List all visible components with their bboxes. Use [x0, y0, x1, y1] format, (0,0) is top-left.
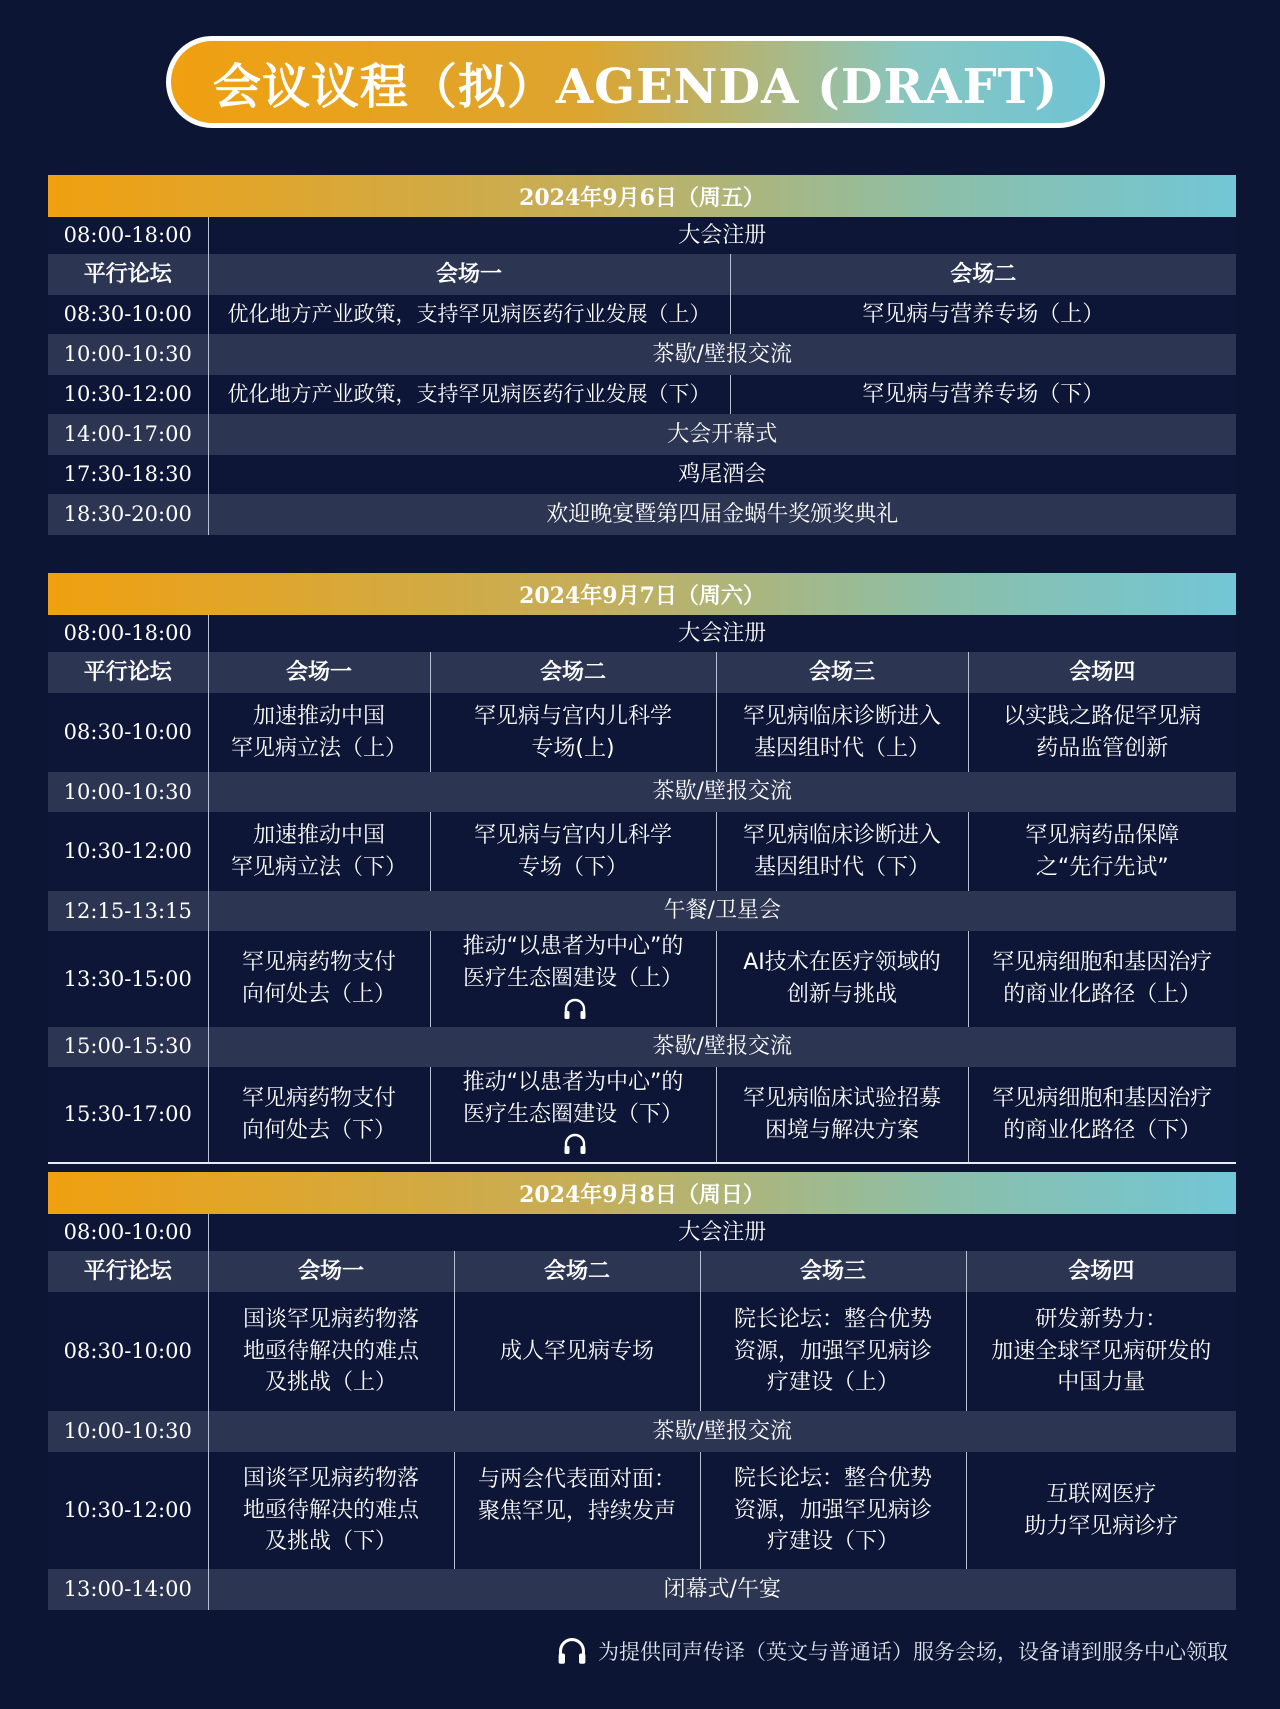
day1-header: 2024年9月6日（周五）: [48, 175, 1236, 217]
day3-table: [48, 1214, 1236, 1610]
table-row: [48, 1027, 1236, 1067]
venue-header: 会场三: [700, 1251, 966, 1292]
break-cell: 茶歇/壁报交流: [208, 334, 1236, 375]
headphones-icon: [556, 1637, 588, 1665]
time-cell: 08:30-10:00: [48, 295, 208, 334]
session-cell: 罕见病药物支付 向何处去（上）: [208, 931, 430, 1027]
footer-note: [556, 1636, 1228, 1666]
session-cell: 研发新势力： 加速全球罕见病研发的 中国力量: [966, 1292, 1236, 1411]
time-cell: 10:30-12:00: [48, 812, 208, 891]
venue-header: 会场二: [454, 1251, 700, 1292]
break-cell: 茶歇/壁报交流: [208, 772, 1236, 812]
table-row: [48, 931, 1236, 1027]
session-cell: 以实践之路促罕见病 药品监管创新: [968, 693, 1236, 772]
time-cell: 13:30-15:00: [48, 931, 208, 1027]
table-row: [48, 812, 1236, 891]
session-cell: 罕见病药品保障 之“先行先试”: [968, 812, 1236, 891]
day2-table: [48, 615, 1236, 1162]
session-cell: 鸡尾酒会: [208, 455, 1236, 494]
table-bottom-rule: [48, 1162, 1236, 1164]
table-row: [48, 1067, 1236, 1163]
footer-text: 为提供同声传译（英文与普通话）服务会场，设备请到服务中心领取: [598, 1640, 1228, 1664]
session-cell: 成人罕见病专场: [454, 1292, 700, 1411]
break-cell: 茶歇/壁报交流: [208, 1027, 1236, 1067]
time-cell: 17:30-18:30: [48, 455, 208, 494]
session-cell: 加速推动中国 罕见病立法（下）: [208, 812, 430, 891]
session-cell: 优化地方产业政策，支持罕见病医药行业发展（下）: [208, 375, 730, 414]
table-row: [48, 1569, 1236, 1610]
session-cell: 加速推动中国 罕见病立法（上）: [208, 693, 430, 772]
time-cell: 15:00-15:30: [48, 1027, 208, 1067]
day2-header: 2024年9月7日（周六）: [48, 573, 1236, 615]
table-row: [48, 414, 1236, 455]
session-cell: 互联网医疗 助力罕见病诊疗: [966, 1452, 1236, 1569]
table-row: [48, 891, 1236, 931]
session-cell: 国谈罕见病药物落 地亟待解决的难点 及挑战（下）: [208, 1452, 454, 1569]
table-row: [48, 615, 1236, 652]
session-cell: 推动“以患者为中心”的 医疗生态圈建设（上）: [430, 931, 716, 1027]
session-cell: 欢迎晚宴暨第四届金蜗牛奖颁奖典礼: [208, 494, 1236, 535]
venue-header: 会场一: [208, 254, 730, 295]
forum-label: 平行论坛: [48, 254, 208, 295]
session-cell: 优化地方产业政策，支持罕见病医药行业发展（上）: [208, 295, 730, 334]
page-title: 会议议程（拟）AGENDA (DRAFT): [212, 58, 1059, 115]
table-row: [48, 455, 1236, 494]
table-row: [48, 772, 1236, 812]
table-row: [48, 1292, 1236, 1411]
session-cell: 罕见病药物支付 向何处去（下）: [208, 1067, 430, 1163]
forum-label: 平行论坛: [48, 1251, 208, 1292]
time-cell: 12:15-13:15: [48, 891, 208, 931]
session-cell: 罕见病临床试验招募 困境与解决方案: [716, 1067, 968, 1163]
session-cell: AI技术在医疗领域的 创新与挑战: [716, 931, 968, 1027]
title-banner: [166, 36, 1105, 128]
table-row: [48, 693, 1236, 772]
table-row: [48, 652, 1236, 693]
table-row: [48, 295, 1236, 334]
break-cell: 闭幕式/午宴: [208, 1569, 1236, 1610]
session-cell: 罕见病与宫内儿科学 专场（下）: [430, 812, 716, 891]
session-cell: 院长论坛：整合优势 资源，加强罕见病诊 疗建设（上）: [700, 1292, 966, 1411]
venue-header: 会场一: [208, 1251, 454, 1292]
venue-header: 会场二: [430, 652, 716, 693]
table-row: [48, 334, 1236, 375]
table-row: [48, 1214, 1236, 1251]
time-cell: 08:00-18:00: [48, 217, 208, 254]
time-cell: 14:00-17:00: [48, 414, 208, 455]
time-cell: 13:00-14:00: [48, 1569, 208, 1610]
table-row: [48, 1411, 1236, 1452]
table-row: [48, 375, 1236, 414]
day2-section: [48, 573, 1236, 1164]
table-row: [48, 494, 1236, 535]
venue-header: 会场三: [716, 652, 968, 693]
session-cell: 大会开幕式: [208, 414, 1236, 455]
table-row: [48, 254, 1236, 295]
session-cell: 大会注册: [208, 217, 1236, 254]
headphones-icon: [563, 998, 587, 1020]
venue-header: 会场一: [208, 652, 430, 693]
time-cell: 08:00-10:00: [48, 1214, 208, 1251]
session-cell: 罕见病与宫内儿科学 专场(上): [430, 693, 716, 772]
break-cell: 茶歇/壁报交流: [208, 1411, 1236, 1452]
forum-label: 平行论坛: [48, 652, 208, 693]
venue-header: 会场四: [966, 1251, 1236, 1292]
time-cell: 18:30-20:00: [48, 494, 208, 535]
headphones-icon: [563, 1133, 587, 1155]
session-cell: 与两会代表面对面： 聚焦罕见，持续发声: [454, 1452, 700, 1569]
session-cell: 罕见病与营养专场（上）: [730, 295, 1236, 334]
session-cell: 大会注册: [208, 1214, 1236, 1251]
day1-section: [48, 175, 1236, 535]
day3-section: [48, 1172, 1236, 1610]
time-cell: 08:30-10:00: [48, 693, 208, 772]
session-cell: 国谈罕见病药物落 地亟待解决的难点 及挑战（上）: [208, 1292, 454, 1411]
session-cell: 罕见病与营养专场（下）: [730, 375, 1236, 414]
time-cell: 10:30-12:00: [48, 1452, 208, 1569]
time-cell: 10:00-10:30: [48, 334, 208, 375]
break-cell: 午餐/卫星会: [208, 891, 1236, 931]
session-cell: 大会注册: [208, 615, 1236, 652]
session-cell: 罕见病临床诊断进入 基因组时代（下）: [716, 812, 968, 891]
table-row: [48, 217, 1236, 254]
table-row: [48, 1452, 1236, 1569]
session-cell: 院长论坛：整合优势 资源，加强罕见病诊 疗建设（下）: [700, 1452, 966, 1569]
session-cell: 罕见病细胞和基因治疗 的商业化路径（上）: [968, 931, 1236, 1027]
time-cell: 08:00-18:00: [48, 615, 208, 652]
time-cell: 10:30-12:00: [48, 375, 208, 414]
venue-header: 会场二: [730, 254, 1236, 295]
time-cell: 10:00-10:30: [48, 1411, 208, 1452]
day1-table: [48, 217, 1236, 535]
table-row: [48, 1251, 1236, 1292]
venue-header: 会场四: [968, 652, 1236, 693]
time-cell: 10:00-10:30: [48, 772, 208, 812]
day3-header: 2024年9月8日（周日）: [48, 1172, 1236, 1214]
session-cell: 罕见病细胞和基因治疗 的商业化路径（下）: [968, 1067, 1236, 1163]
session-cell: 罕见病临床诊断进入 基因组时代（上）: [716, 693, 968, 772]
time-cell: 08:30-10:00: [48, 1292, 208, 1411]
session-cell: 推动“以患者为中心”的 医疗生态圈建设（下）: [430, 1067, 716, 1163]
time-cell: 15:30-17:00: [48, 1067, 208, 1163]
